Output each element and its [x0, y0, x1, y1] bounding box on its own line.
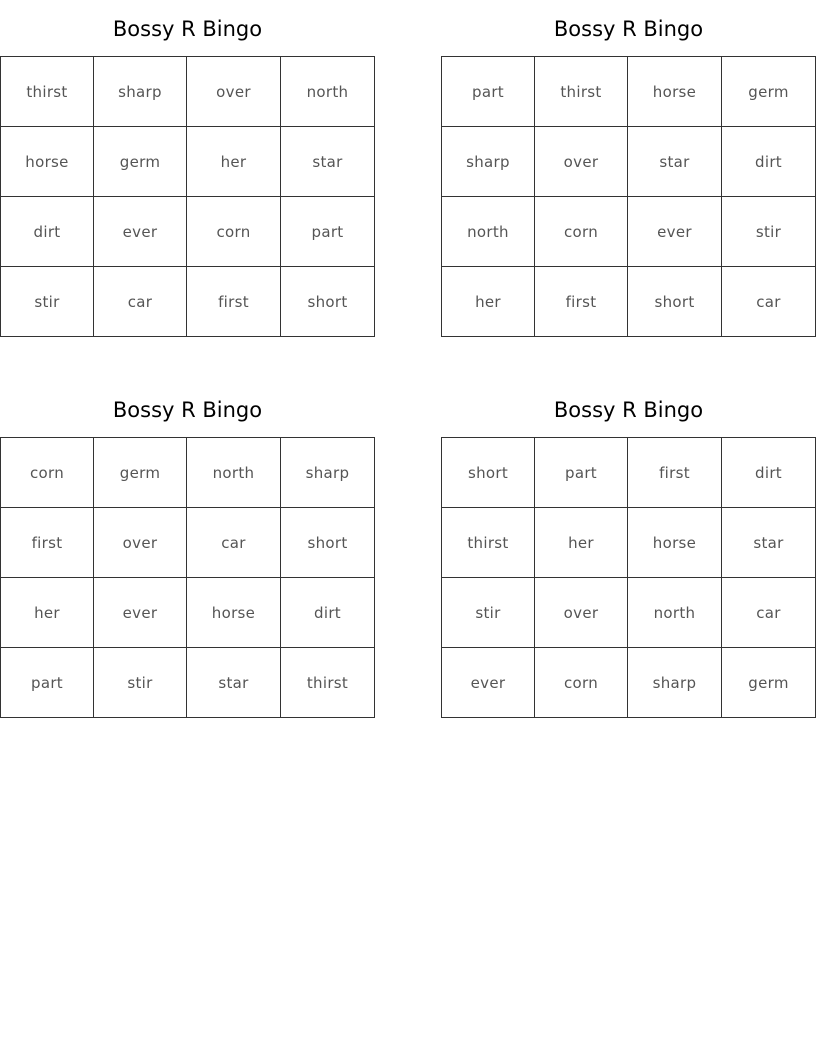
bingo-cell: dirt: [281, 578, 375, 648]
bingo-cell: star: [722, 508, 816, 578]
bingo-cell: first: [535, 267, 628, 337]
bingo-cell: dirt: [722, 127, 816, 197]
bingo-cell: germ: [94, 438, 187, 508]
bingo-cell: ever: [628, 197, 722, 267]
bingo-cell: corn: [535, 197, 628, 267]
bingo-cell: north: [628, 578, 722, 648]
bingo-cell: car: [187, 508, 281, 578]
bingo-cell: over: [535, 578, 628, 648]
bingo-cell: germ: [722, 648, 816, 718]
bingo-cell: thirst: [535, 57, 628, 127]
bingo-cell: first: [1, 508, 94, 578]
bingo-cell: short: [442, 438, 535, 508]
bingo-cell: over: [94, 508, 187, 578]
bingo-cell: her: [187, 127, 281, 197]
bingo-cell: car: [722, 578, 816, 648]
bingo-cell: ever: [442, 648, 535, 718]
bingo-cell: her: [535, 508, 628, 578]
bingo-cell: star: [281, 127, 375, 197]
bingo-cell: stir: [442, 578, 535, 648]
bingo-grid: [0, 437, 375, 718]
bingo-cell: short: [281, 267, 375, 337]
bingo-cell: star: [628, 127, 722, 197]
bingo-cell: her: [1, 578, 94, 648]
bingo-cell: stir: [722, 197, 816, 267]
bingo-cell: sharp: [281, 438, 375, 508]
card-title: Bossy R Bingo: [553, 398, 704, 422]
bingo-cell: part: [281, 197, 375, 267]
bingo-cell: thirst: [1, 57, 94, 127]
bingo-cell: over: [535, 127, 628, 197]
bingo-cell: ever: [94, 197, 187, 267]
bingo-cell: corn: [1, 438, 94, 508]
bingo-cell: thirst: [442, 508, 535, 578]
bingo-cell: short: [628, 267, 722, 337]
bingo-cell: horse: [628, 57, 722, 127]
bingo-cell: car: [722, 267, 816, 337]
bingo-grid: [441, 437, 816, 718]
bingo-card-1: [0, 0, 375, 337]
bingo-cell: stir: [94, 648, 187, 718]
bingo-cell: sharp: [94, 57, 187, 127]
bingo-cell: germ: [94, 127, 187, 197]
bingo-cell: stir: [1, 267, 94, 337]
bingo-cell: north: [187, 438, 281, 508]
card-title: Bossy R Bingo: [112, 398, 263, 422]
bingo-cell: horse: [628, 508, 722, 578]
bingo-grid: [441, 56, 816, 337]
bingo-cell: over: [187, 57, 281, 127]
bingo-grid: [0, 56, 375, 337]
bingo-card-4: [441, 381, 816, 718]
bingo-card-3: [0, 381, 375, 718]
bingo-cell: north: [281, 57, 375, 127]
bingo-cell: first: [628, 438, 722, 508]
card-title: Bossy R Bingo: [112, 17, 263, 41]
bingo-cell: short: [281, 508, 375, 578]
bingo-cell: first: [187, 267, 281, 337]
bingo-cell: her: [442, 267, 535, 337]
bingo-cell: germ: [722, 57, 816, 127]
bingo-cell: part: [1, 648, 94, 718]
bingo-cell: sharp: [628, 648, 722, 718]
bingo-cell: corn: [187, 197, 281, 267]
bingo-cell: dirt: [722, 438, 816, 508]
bingo-cell: car: [94, 267, 187, 337]
bingo-cell: horse: [1, 127, 94, 197]
bingo-cell: thirst: [281, 648, 375, 718]
bingo-cell: corn: [535, 648, 628, 718]
bingo-cell: horse: [187, 578, 281, 648]
bingo-cell: part: [535, 438, 628, 508]
bingo-cell: sharp: [442, 127, 535, 197]
bingo-card-2: [441, 0, 816, 337]
bingo-cell: ever: [94, 578, 187, 648]
card-title: Bossy R Bingo: [553, 17, 704, 41]
bingo-cell: part: [442, 57, 535, 127]
bingo-cell: north: [442, 197, 535, 267]
bingo-cell: dirt: [1, 197, 94, 267]
bingo-cell: star: [187, 648, 281, 718]
